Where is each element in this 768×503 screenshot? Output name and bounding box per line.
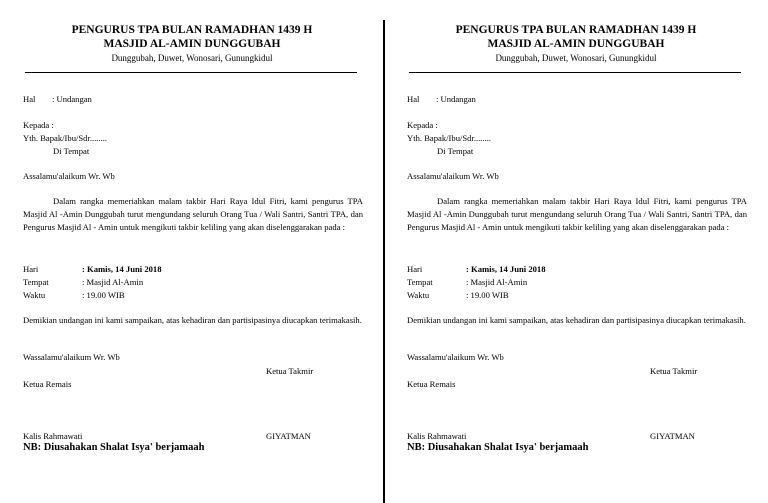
ketua-remaja-label: Ketua Remais (407, 379, 456, 389)
waktu-label: Waktu (407, 290, 430, 300)
letter-address: Dunggubah, Duwet, Wonosari, Gunungkidul (495, 53, 657, 63)
hal-label: Hal (23, 94, 36, 104)
waktu-label: Waktu (23, 290, 46, 300)
header-rule (409, 72, 741, 73)
recipient: Yth. Bapak/Ibu/Sdr........ (407, 133, 492, 143)
tempat-label: Tempat (23, 277, 49, 287)
mosque-name: MASJID AL-AMIN DUNGGUBAH (487, 38, 665, 50)
mosque-name: MASJID AL-AMIN DUNGGUBAH (103, 38, 281, 50)
di-tempat: Di Tempat (53, 146, 90, 156)
letter-title: PENGURUS TPA BULAN RAMADHAN 1439 H (71, 24, 313, 36)
ketua-takmir-name: GIYATMAN (266, 431, 311, 441)
nb-note: NB: Diusahakan Shalat Isya' berjamaah (407, 442, 589, 453)
greeting: Assalamu'alaikum Wr. Wb (407, 171, 499, 181)
letter-address: Dunggubah, Duwet, Wonosari, Gunungkidul (111, 53, 273, 63)
hal-label: Hal (407, 94, 420, 104)
hari-label: Hari (23, 264, 39, 274)
hari-value: : Kamis, 14 Juni 2018 (82, 264, 162, 274)
ketua-remaja-name: Kalis Rahmawati (407, 431, 467, 441)
closing-paragraph: Demikian undangan ini kami sampaikan, atas kehadiran dan partisipasinya diucapkan terimakasih. (23, 315, 362, 325)
hari-value: : Kamis, 14 Juni 2018 (466, 264, 546, 274)
tempat-value: : Masjid Al-Amin (466, 277, 528, 287)
ketua-takmir-label: Ketua Takmir (650, 366, 698, 376)
ketua-remaja-name: Kalis Rahmawati (23, 431, 83, 441)
invitation-letter-right (384, 0, 768, 503)
hari-label: Hari (407, 264, 423, 274)
tempat-value: : Masjid Al-Amin (82, 277, 144, 287)
wassalam: Wassalamu'alaikum Wr. Wb (23, 352, 120, 362)
ketua-takmir-name: GIYATMAN (650, 431, 695, 441)
di-tempat: Di Tempat (437, 146, 474, 156)
tempat-label: Tempat (407, 277, 433, 287)
ketua-takmir-label: Ketua Takmir (266, 366, 314, 376)
waktu-value: : 19.00 WIB (466, 290, 509, 300)
hal-value: : Undangan (436, 94, 476, 104)
wassalam: Wassalamu'alaikum Wr. Wb (407, 352, 504, 362)
greeting: Assalamu'alaikum Wr. Wb (23, 171, 115, 181)
waktu-value: : 19.00 WIB (82, 290, 125, 300)
body-paragraph: Dalam rangka memeriahkan malam takbir Hari Raya Idul Fitri, kami pengurus TPA Masjid Al -Amin Dunggubah turut mengundang seluruh Orang Tua / Wali Santri, Santri TPA, dan Pengurus Masjid Al - Amin untuk mengikuti takbir keliling yang akan diselenggarakan pada : (23, 196, 363, 232)
ketua-remaja-label: Ketua Remais (23, 379, 72, 389)
letter-title: PENGURUS TPA BULAN RAMADHAN 1439 H (455, 24, 697, 36)
kepada: Kepada : (407, 120, 438, 130)
closing-paragraph: Demikian undangan ini kami sampaikan, atas kehadiran dan partisipasinya diucapkan terimakasih. (407, 315, 746, 325)
body-paragraph: Dalam rangka memeriahkan malam takbir Hari Raya Idul Fitri, kami pengurus TPA Masjid Al -Amin Dunggubah turut mengundang seluruh Orang Tua / Wali Santri, Santri TPA, dan Pengurus Masjid Al - Amin untuk mengikuti takbir keliling yang akan diselenggarakan pada : (407, 196, 747, 232)
hal-value: : Undangan (52, 94, 92, 104)
kepada: Kepada : (23, 120, 54, 130)
nb-note: NB: Diusahakan Shalat Isya' berjamaah (23, 442, 205, 453)
recipient: Yth. Bapak/Ibu/Sdr........ (23, 133, 108, 143)
header-rule (25, 72, 357, 73)
